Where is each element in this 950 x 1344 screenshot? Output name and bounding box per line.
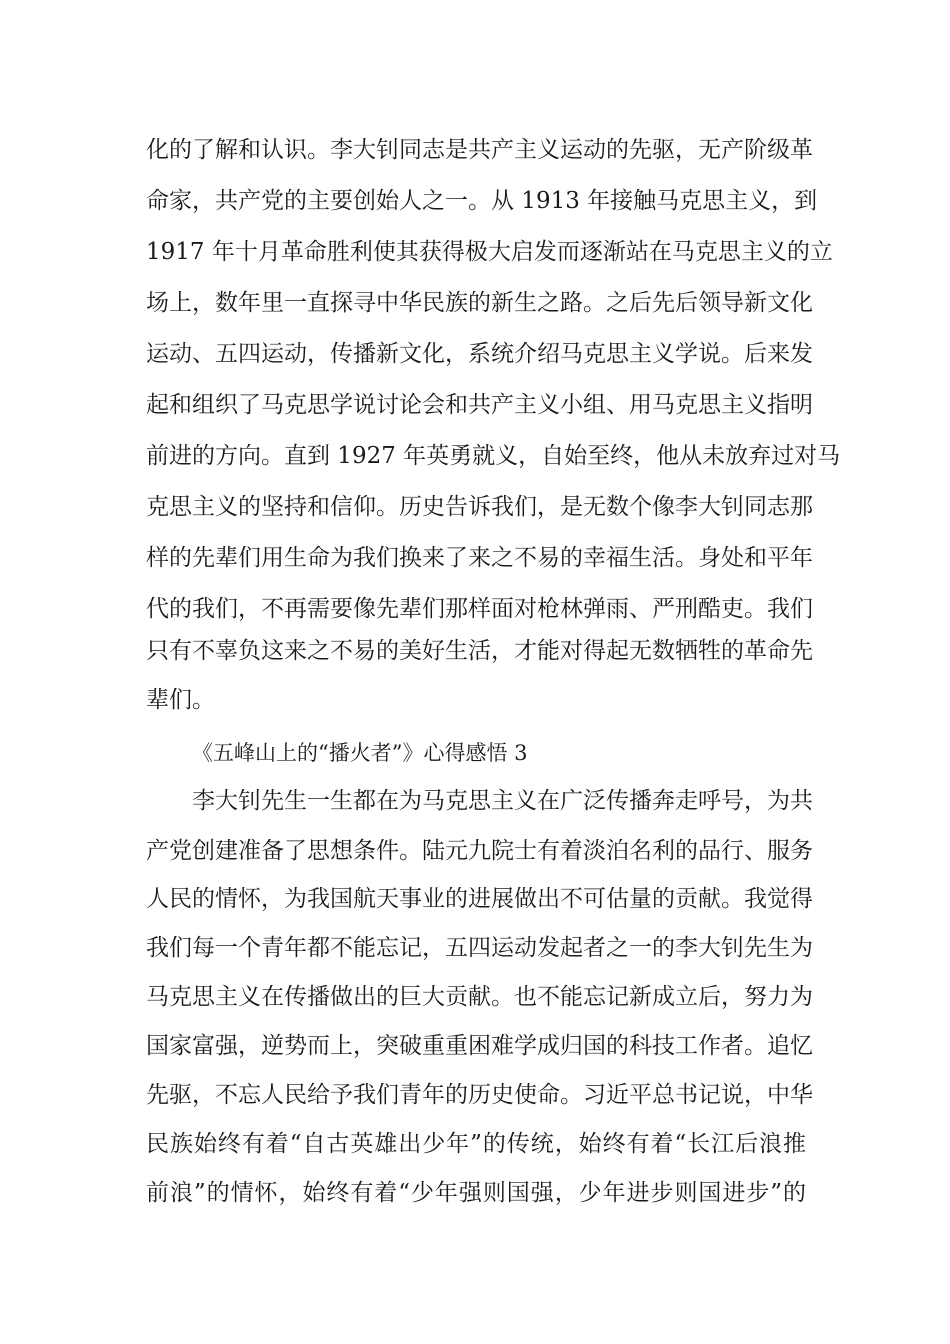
- paragraph-2-line: 我们每一个青年都不能忘记，五四运动发起者之一的李大钊先生为: [146, 935, 813, 961]
- paragraph-1-line: 1917 年十月革命胜利使其获得极大启发而逐渐站在马克思主义的立: [146, 239, 833, 265]
- paragraph-2-line: 人民的情怀，为我国航天事业的进展做出不可估量的贡献。我觉得: [146, 886, 813, 912]
- paragraph-1-line: 命家，共产党的主要创始人之一。从 1913 年接触马克思主义，到: [146, 188, 818, 214]
- paragraph-1-line: 起和组织了马克思学说讨论会和共产主义小组、用马克思主义指明: [146, 392, 813, 418]
- paragraph-1-line: 场上，数年里一直探寻中华民族的新生之路。之后先后领导新文化: [146, 290, 813, 316]
- paragraph-2-line: 民族始终有着“自古英雄出少年”的传统，始终有着“长江后浪推: [146, 1131, 806, 1157]
- paragraph-2-line: 李大钊先生一生都在为马克思主义在广泛传播奔走呼号，为共: [192, 788, 813, 814]
- paragraph-2-line: 国家富强，逆势而上，突破重重困难学成归国的科技工作者。追忆: [146, 1033, 813, 1059]
- paragraph-1-line: 前进的方向。直到 1927 年英勇就义，自始至终，他从未放弃过对马: [146, 443, 841, 469]
- paragraph-1-line: 辈们。: [146, 687, 215, 713]
- paragraph-1-line: 化的了解和认识。李大钊同志是共产主义运动的先驱，无产阶级革: [146, 137, 813, 163]
- paragraph-1-line: 克思主义的坚持和信仰。历史告诉我们，是无数个像李大钊同志那: [146, 494, 813, 520]
- paragraph-1-line: 只有不辜负这来之不易的美好生活，才能对得起无数牺牲的革命先: [146, 638, 813, 664]
- paragraph-2-line: 产党创建准备了思想条件。陆元九院士有着淡泊名利的品行、服务: [146, 838, 813, 864]
- paragraph-2-line: 先驱，不忘人民给予我们青年的历史使命。习近平总书记说，中华: [146, 1082, 813, 1108]
- paragraph-1-line: 样的先辈们用生命为我们换来了来之不易的幸福生活。身处和平年: [146, 545, 813, 571]
- section-heading: 《五峰山上的“播火者”》心得感悟 3: [192, 741, 528, 765]
- paragraph-2-line: 前浪”的情怀，始终有着“少年强则国强，少年进步则国进步”的: [146, 1180, 806, 1206]
- paragraph-1-line: 运动、五四运动，传播新文化，系统介绍马克思主义学说。后来发: [146, 341, 813, 367]
- paragraph-2-line: 马克思主义在传播做出的巨大贡献。也不能忘记新成立后，努力为: [146, 984, 813, 1010]
- paragraph-1-line: 代的我们，不再需要像先辈们那样面对枪林弹雨、严刑酷吏。我们: [146, 596, 813, 622]
